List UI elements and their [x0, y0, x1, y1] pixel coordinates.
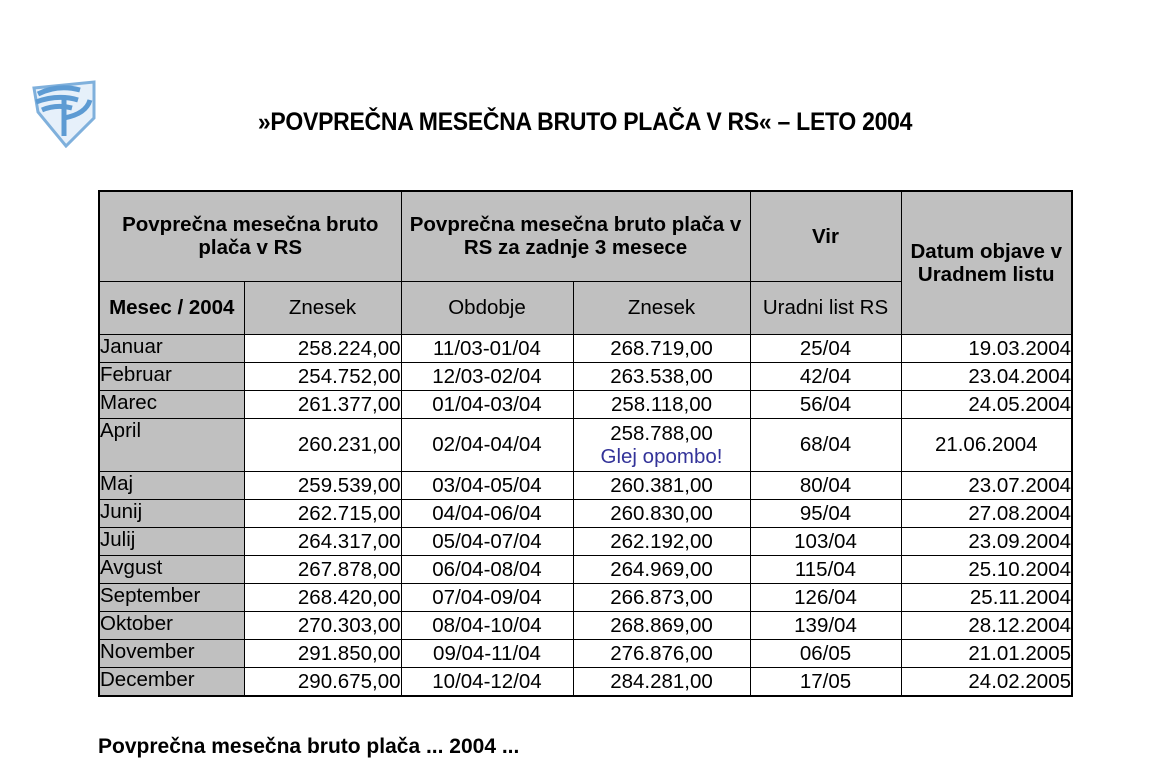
cell-period: 08/04-10/04	[401, 611, 573, 639]
see-note-link[interactable]: Glej opombo!	[600, 444, 723, 468]
cell-amount: 290.675,00	[244, 667, 401, 696]
header-amount: Znesek	[244, 281, 401, 334]
cell-month: Junij	[99, 499, 244, 527]
cell-gazette: 68/04	[750, 418, 901, 471]
table-row	[99, 639, 1072, 667]
cell-period: 06/04-08/04	[401, 555, 573, 583]
cell-date: 21.01.2005	[901, 639, 1072, 667]
cell-gazette: 17/05	[750, 667, 901, 696]
cell-amount3: 266.873,00	[573, 583, 750, 611]
cell-amount3-value: 258.788,00	[610, 421, 713, 445]
page-title: »POVPREČNA MESEČNA BRUTO PLAČA V RS« – LETO 2004	[257, 108, 913, 136]
cell-gazette: 95/04	[750, 499, 901, 527]
cell-amount: 259.539,00	[244, 471, 401, 499]
cell-date: 27.08.2004	[901, 499, 1072, 527]
cell-gazette: 56/04	[750, 390, 901, 418]
table-row	[99, 667, 1072, 696]
header-three-months: Povprečna mesečna bruto plača v RS za zadnje 3 mesece	[401, 191, 750, 281]
cell-period: 12/03-02/04	[401, 362, 573, 390]
cell-gazette: 103/04	[750, 527, 901, 555]
cell-period: 10/04-12/04	[401, 667, 573, 696]
table-row	[99, 527, 1072, 555]
cell-date: 28.12.2004	[901, 611, 1072, 639]
header-date: Datum objave v Uradnem listu	[901, 191, 1072, 334]
header-period: Obdobje	[401, 281, 573, 334]
cell-month: Februar	[99, 362, 244, 390]
header-month: Mesec / 2004	[99, 281, 244, 334]
header-monthly: Povprečna mesečna bruto plača v RS	[99, 191, 401, 281]
table-row	[99, 471, 1072, 499]
cell-amount3: 264.969,00	[573, 555, 750, 583]
cell-gazette: 115/04	[750, 555, 901, 583]
cell-amount3: 263.538,00	[573, 362, 750, 390]
cell-gazette: 80/04	[750, 471, 901, 499]
cell-period: 03/04-05/04	[401, 471, 573, 499]
cell-gazette: 126/04	[750, 583, 901, 611]
cell-amount3: 284.281,00	[573, 667, 750, 696]
cell-amount: 254.752,00	[244, 362, 401, 390]
cell-month: December	[99, 667, 244, 696]
table-row	[99, 362, 1072, 390]
header-amount3: Znesek	[573, 281, 750, 334]
cell-month: Januar	[99, 334, 244, 362]
cell-amount3: 260.381,00	[573, 471, 750, 499]
cell-gazette: 139/04	[750, 611, 901, 639]
cell-month: April	[99, 418, 244, 471]
cell-date: 25.11.2004	[901, 583, 1072, 611]
header-gazette: Uradni list RS	[750, 281, 901, 334]
table-row	[99, 390, 1072, 418]
cell-period: 02/04-04/04	[401, 418, 573, 471]
table-row	[99, 499, 1072, 527]
cell-month: Oktober	[99, 611, 244, 639]
cell-amount3: 276.876,00	[573, 639, 750, 667]
table-row	[99, 555, 1072, 583]
cell-month: Marec	[99, 390, 244, 418]
cell-date: 24.02.2005	[901, 667, 1072, 696]
cell-amount: 268.420,00	[244, 583, 401, 611]
cell-date: 24.05.2004	[901, 390, 1072, 418]
cell-amount3: 268.719,00	[573, 334, 750, 362]
cell-period: 05/04-07/04	[401, 527, 573, 555]
cell-period: 01/04-03/04	[401, 390, 573, 418]
table-row	[99, 611, 1072, 639]
cell-amount3: 268.869,00	[573, 611, 750, 639]
cell-amount3	[573, 418, 750, 471]
footer-text: Povprečna mesečna bruto plača ... 2004 ...	[98, 735, 520, 758]
cell-gazette: 42/04	[750, 362, 901, 390]
cell-month: November	[99, 639, 244, 667]
cell-amount: 267.878,00	[244, 555, 401, 583]
cell-amount: 258.224,00	[244, 334, 401, 362]
cell-gazette: 06/05	[750, 639, 901, 667]
table-row	[99, 334, 1072, 362]
cell-month: Maj	[99, 471, 244, 499]
cell-amount: 291.850,00	[244, 639, 401, 667]
cell-gazette: 25/04	[750, 334, 901, 362]
cell-date: 21.06.2004	[901, 418, 1072, 471]
cell-period: 11/03-01/04	[401, 334, 573, 362]
cell-amount: 270.303,00	[244, 611, 401, 639]
header-source: Vir	[750, 191, 901, 281]
cell-period: 04/04-06/04	[401, 499, 573, 527]
cell-month: Julij	[99, 527, 244, 555]
cell-amount3: 260.830,00	[573, 499, 750, 527]
cell-amount: 260.231,00	[244, 418, 401, 471]
cell-amount: 262.715,00	[244, 499, 401, 527]
cell-amount3: 258.118,00	[573, 390, 750, 418]
cell-amount: 261.377,00	[244, 390, 401, 418]
cell-date: 25.10.2004	[901, 555, 1072, 583]
cell-date: 23.04.2004	[901, 362, 1072, 390]
cell-date: 23.07.2004	[901, 471, 1072, 499]
cell-period: 07/04-09/04	[401, 583, 573, 611]
cell-period: 09/04-11/04	[401, 639, 573, 667]
table-row	[99, 583, 1072, 611]
cell-month: September	[99, 583, 244, 611]
cell-date: 23.09.2004	[901, 527, 1072, 555]
table-row	[99, 418, 1072, 471]
cell-amount: 264.317,00	[244, 527, 401, 555]
cell-month: Avgust	[99, 555, 244, 583]
cell-amount3: 262.192,00	[573, 527, 750, 555]
cell-date: 19.03.2004	[901, 334, 1072, 362]
salary-table	[98, 190, 1073, 697]
